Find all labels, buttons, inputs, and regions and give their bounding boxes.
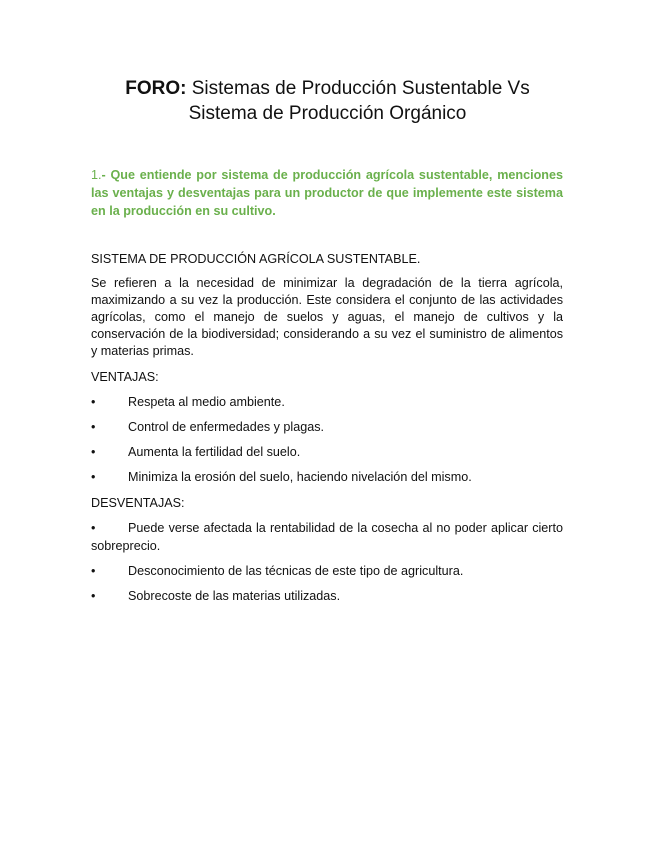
section-paragraph: Se refieren a la necesidad de minimizar la degradación de la tierra agrícola, maximizando a su vez la producción. Este considera el conjunto de las actividades agrícolas, como el manejo de suelos y aguas, el manejo de cultivos y la conservación de la biodiversidad; considerando a su vez el suministro de alimentos y materias primas.: [91, 276, 563, 358]
bullet-icon: •: [91, 420, 96, 434]
section-heading: SISTEMA DE PRODUCCIÓN AGRÍCOLA SUSTENTABLE.: [91, 252, 421, 266]
ventaja-text: Minimiza la erosión del suelo, haciendo nivelación del mismo.: [128, 470, 472, 484]
bullet-icon: •: [91, 564, 96, 578]
question-text: - Que entiende por sistema de producción agrícola sustentable, menciones las ventajas y desventajas para un productor de que implemente este sistema en la producción en su cultivo.: [91, 168, 563, 218]
ventaja-text: Aumenta la fertilidad del suelo.: [128, 445, 301, 459]
bullet-icon: •: [91, 445, 96, 459]
list-item: [91, 468, 563, 486]
ventaja-text: Respeta al medio ambiente.: [128, 395, 285, 409]
list-item: [91, 519, 563, 555]
bullet-icon: •: [91, 470, 96, 484]
title-text-1: Sistemas de Producción Sustentable Vs: [186, 78, 530, 99]
desventaja-text: Puede verse afectada la rentabilidad de la cosecha al no poder aplicar cierto sobreprecio.: [91, 521, 563, 553]
list-item: [91, 418, 563, 436]
list-item: [91, 443, 563, 461]
question-block: [91, 166, 563, 220]
list-item: [91, 587, 563, 605]
ventajas-label: VENTAJAS:: [91, 370, 159, 384]
page-title: [0, 76, 655, 126]
desventajas-label: DESVENTAJAS:: [91, 496, 185, 510]
answer-content: [91, 250, 563, 605]
bullet-icon: •: [91, 589, 96, 603]
desventaja-text: Sobrecoste de las materias utilizadas.: [128, 589, 341, 603]
title-bold-prefix: FORO:: [125, 78, 187, 99]
title-line-1: [0, 76, 655, 101]
list-item: [91, 393, 563, 411]
bullet-icon: •: [91, 521, 96, 535]
question-number: 1.: [91, 168, 102, 182]
list-item: [91, 562, 563, 580]
title-line-2: Sistema de Producción Orgánico: [188, 103, 467, 124]
ventaja-text: Control de enfermedades y plagas.: [128, 420, 325, 434]
bullet-icon: •: [91, 395, 96, 409]
desventaja-text: Desconocimiento de las técnicas de este tipo de agricultura.: [128, 564, 464, 578]
